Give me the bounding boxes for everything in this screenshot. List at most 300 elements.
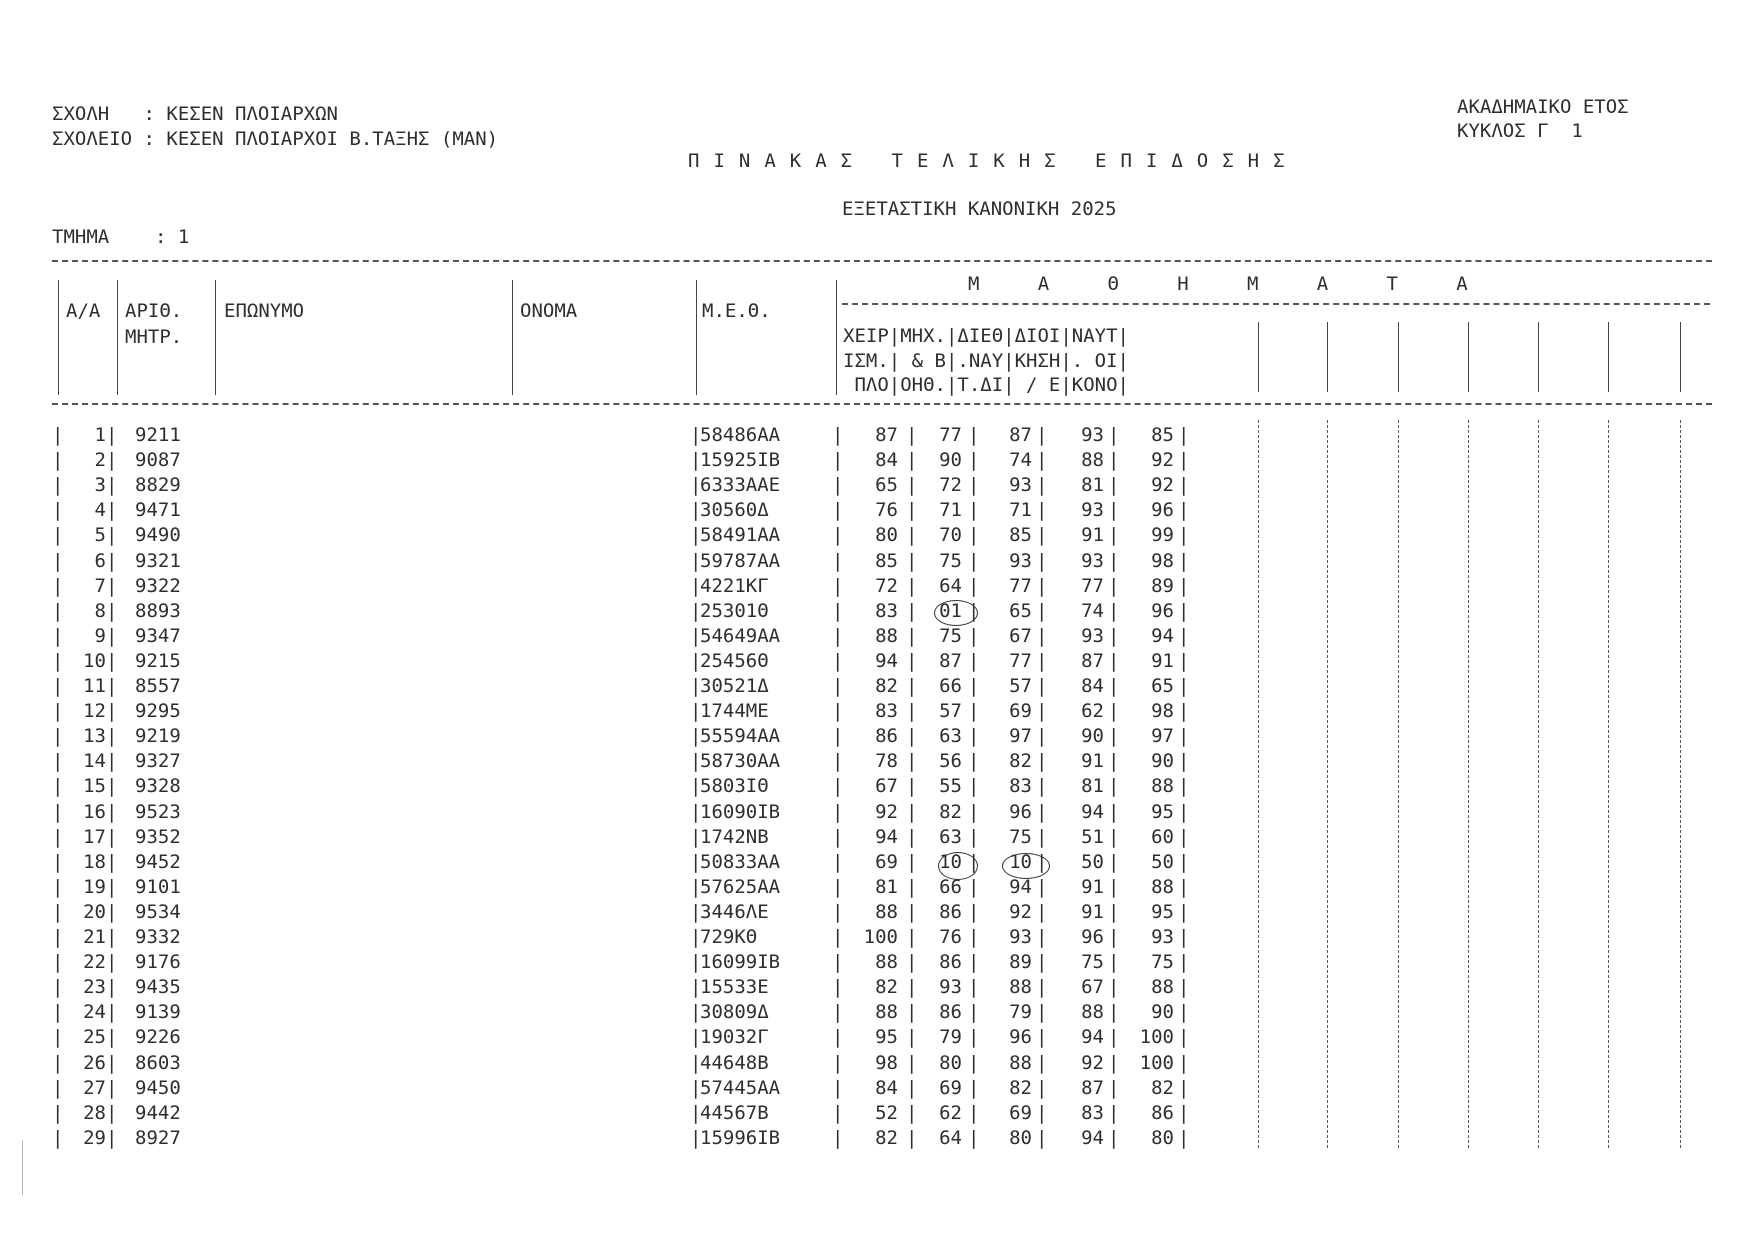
grade-cell: 67 xyxy=(875,775,898,797)
row-sep: | xyxy=(690,1077,702,1099)
row-am: 9442 xyxy=(135,1102,181,1124)
grade-cell: 97 xyxy=(1009,725,1032,747)
grade-cell: 80 xyxy=(1009,1127,1032,1149)
row-sep: | xyxy=(906,1127,918,1149)
school-unit-label: ΣΧΟΛΕΙΟ : ΚΕΣΕΝ ΠΛΟΙΑΡΧΟΙ Β.ΤΑΞΗΣ (MAN) xyxy=(52,128,499,150)
row-sep: | xyxy=(968,550,980,572)
row-meth: 58730ΑΑ xyxy=(700,750,781,772)
empty-col-rule xyxy=(1327,322,1328,392)
row-sep: | xyxy=(106,1077,118,1099)
grade-cell: 91 xyxy=(1081,876,1104,898)
grade-cell: 90 xyxy=(1151,1001,1174,1023)
row-meth: 16099ΙΒ xyxy=(700,951,781,973)
row-am: 9490 xyxy=(135,524,181,546)
row-border-left: | xyxy=(52,625,64,647)
row-sep: | xyxy=(690,1001,702,1023)
row-am: 9352 xyxy=(135,826,181,848)
grade-cell: 86 xyxy=(1151,1102,1174,1124)
row-meth: 4221ΚΓ xyxy=(700,575,769,597)
grade-cell: 77 xyxy=(1009,575,1032,597)
row-sep: | xyxy=(832,926,844,948)
row-sep: | xyxy=(690,926,702,948)
row-sep: | xyxy=(1036,826,1048,848)
row-sep: | xyxy=(690,775,702,797)
row-sep: | xyxy=(1036,1026,1048,1048)
row-meth: 58486ΑΑ xyxy=(700,424,781,446)
row-sep: | xyxy=(690,1127,702,1149)
row-sep: | xyxy=(832,1026,844,1048)
grade-cell: 90 xyxy=(939,449,962,471)
row-sep: | xyxy=(690,1026,702,1048)
row-sep: | xyxy=(1108,775,1120,797)
row-am: 9215 xyxy=(135,650,181,672)
row-sep: | xyxy=(690,550,702,572)
row-aa: 17 xyxy=(83,826,106,848)
row-sep: | xyxy=(906,876,918,898)
grade-cell: 82 xyxy=(1151,1077,1174,1099)
row-aa: 25 xyxy=(83,1026,106,1048)
row-sep: | xyxy=(832,625,844,647)
row-sep: | xyxy=(1108,876,1120,898)
hdr-rule xyxy=(215,280,216,395)
row-am: 9087 xyxy=(135,449,181,471)
row-am: 9534 xyxy=(135,901,181,923)
row-sep: | xyxy=(968,951,980,973)
grade-cell: 01 xyxy=(939,600,962,622)
row-sep: | xyxy=(1178,926,1190,948)
row-am: 9523 xyxy=(135,801,181,823)
row-am: 8557 xyxy=(135,675,181,697)
subject-header-row1: ΧΕΙΡ|ΜΗΧ.|ΔΙΕΘ|ΔΙΟΙ|ΝΑΥΤ| xyxy=(843,325,1129,347)
row-sep: | xyxy=(1108,474,1120,496)
row-sep: | xyxy=(906,976,918,998)
row-sep: | xyxy=(832,700,844,722)
row-sep: | xyxy=(1108,801,1120,823)
empty-col-rule xyxy=(1608,322,1609,392)
grade-cell: 87 xyxy=(939,650,962,672)
row-sep: | xyxy=(906,1077,918,1099)
row-meth: 15996ΙΒ xyxy=(700,1127,781,1149)
row-border-left: | xyxy=(52,499,64,521)
row-sep: | xyxy=(1036,775,1048,797)
grade-cell: 96 xyxy=(1151,499,1174,521)
row-sep: | xyxy=(106,1127,118,1149)
row-aa: 24 xyxy=(83,1001,106,1023)
row-sep: | xyxy=(1036,424,1048,446)
row-sep: | xyxy=(690,750,702,772)
row-sep: | xyxy=(1036,1001,1048,1023)
grade-cell: 94 xyxy=(1151,625,1174,647)
empty-col-rule xyxy=(1468,420,1469,1148)
grade-cell: 83 xyxy=(1009,775,1032,797)
row-sep: | xyxy=(1108,951,1120,973)
grade-cell: 94 xyxy=(1081,1127,1104,1149)
row-sep: | xyxy=(1036,750,1048,772)
row-sep: | xyxy=(1036,650,1048,672)
row-sep: | xyxy=(1036,926,1048,948)
row-am: 9322 xyxy=(135,575,181,597)
row-sep: | xyxy=(690,876,702,898)
row-sep: | xyxy=(1108,650,1120,672)
row-sep: | xyxy=(690,524,702,546)
row-sep: | xyxy=(832,550,844,572)
table-top-rule xyxy=(52,260,1712,262)
row-sep: | xyxy=(1178,1127,1190,1149)
row-sep: | xyxy=(690,675,702,697)
grade-cell: 75 xyxy=(1081,951,1104,973)
row-sep: | xyxy=(1178,449,1190,471)
grade-cell: 90 xyxy=(1151,750,1174,772)
empty-col-rule xyxy=(1608,420,1609,1148)
grade-cell: 83 xyxy=(875,600,898,622)
grade-cell: 82 xyxy=(1009,750,1032,772)
row-sep: | xyxy=(832,951,844,973)
row-aa: 28 xyxy=(83,1102,106,1124)
row-sep: | xyxy=(1036,801,1048,823)
row-sep: | xyxy=(1178,499,1190,521)
row-am: 9450 xyxy=(135,1077,181,1099)
grade-cell: 67 xyxy=(1009,625,1032,647)
row-border-left: | xyxy=(52,901,64,923)
row-sep: | xyxy=(1178,901,1190,923)
grade-circle-mark xyxy=(934,600,978,626)
row-meth: 25301Θ xyxy=(700,600,769,622)
row-sep: | xyxy=(906,575,918,597)
row-am: 8603 xyxy=(135,1052,181,1074)
row-sep: | xyxy=(1036,851,1048,873)
row-sep: | xyxy=(906,901,918,923)
grade-cell: 65 xyxy=(1009,600,1032,622)
row-sep: | xyxy=(1108,449,1120,471)
row-sep: | xyxy=(1036,700,1048,722)
grade-cell: 100 xyxy=(863,926,898,948)
grade-cell: 82 xyxy=(1009,1077,1032,1099)
row-border-left: | xyxy=(52,700,64,722)
row-border-left: | xyxy=(52,725,64,747)
row-sep: | xyxy=(906,499,918,521)
row-sep: | xyxy=(832,901,844,923)
row-sep: | xyxy=(906,700,918,722)
row-sep: | xyxy=(1036,524,1048,546)
grade-cell: 63 xyxy=(939,826,962,848)
grade-cell: 65 xyxy=(1151,675,1174,697)
grade-cell: 78 xyxy=(875,750,898,772)
row-sep: | xyxy=(106,725,118,747)
grade-cell: 93 xyxy=(939,976,962,998)
grade-cell: 93 xyxy=(1009,474,1032,496)
row-sep: | xyxy=(106,524,118,546)
row-sep: | xyxy=(106,801,118,823)
row-sep: | xyxy=(1108,575,1120,597)
row-am: 8927 xyxy=(135,1127,181,1149)
row-sep: | xyxy=(1036,625,1048,647)
row-sep: | xyxy=(832,876,844,898)
grade-cell: 95 xyxy=(875,1026,898,1048)
row-border-left: | xyxy=(52,1052,64,1074)
row-sep: | xyxy=(1178,650,1190,672)
grade-cell: 86 xyxy=(939,901,962,923)
exam-period: ΕΞΕΤΑΣΤΙΚΗ ΚΑΝΟΝΙΚΗ 2025 xyxy=(842,198,1117,220)
subjects-divider-rule xyxy=(842,303,1710,305)
row-aa: 14 xyxy=(83,750,106,772)
row-sep: | xyxy=(690,499,702,521)
grade-cell: 57 xyxy=(939,700,962,722)
row-aa: 9 xyxy=(94,625,106,647)
row-sep: | xyxy=(690,575,702,597)
grade-cell: 82 xyxy=(875,1127,898,1149)
scan-margin-mark xyxy=(22,1140,23,1195)
row-am: 9471 xyxy=(135,499,181,521)
grade-cell: 75 xyxy=(939,625,962,647)
grade-cell: 99 xyxy=(1151,524,1174,546)
row-sep: | xyxy=(1108,1077,1120,1099)
row-sep: | xyxy=(1036,449,1048,471)
row-meth: 30560Δ xyxy=(700,499,769,521)
row-sep: | xyxy=(1108,1102,1120,1124)
grade-cell: 10 xyxy=(939,851,962,873)
row-aa: 18 xyxy=(83,851,106,873)
row-am: 9211 xyxy=(135,424,181,446)
row-meth: 59787ΑΑ xyxy=(700,550,781,572)
row-sep: | xyxy=(1178,775,1190,797)
grade-cell: 93 xyxy=(1009,926,1032,948)
grade-cell: 65 xyxy=(875,474,898,496)
row-sep: | xyxy=(832,499,844,521)
row-sep: | xyxy=(968,1077,980,1099)
grade-cell: 74 xyxy=(1009,449,1032,471)
row-am: 9332 xyxy=(135,926,181,948)
row-meth: 57445ΑΑ xyxy=(700,1077,781,1099)
row-sep: | xyxy=(1178,801,1190,823)
grade-cell: 95 xyxy=(1151,901,1174,923)
col-meth: Μ.Ε.Θ. xyxy=(702,300,771,322)
row-sep: | xyxy=(1108,550,1120,572)
row-sep: | xyxy=(906,851,918,873)
row-sep: | xyxy=(106,474,118,496)
grade-cell: 86 xyxy=(939,951,962,973)
grade-cell: 95 xyxy=(1151,801,1174,823)
row-sep: | xyxy=(106,499,118,521)
row-am: 9219 xyxy=(135,725,181,747)
row-sep: | xyxy=(906,675,918,697)
row-meth: 25456Θ xyxy=(700,650,769,672)
col-aa: Α/Α xyxy=(66,300,101,322)
row-sep: | xyxy=(106,901,118,923)
row-meth: 30521Δ xyxy=(700,675,769,697)
grade-cell: 62 xyxy=(939,1102,962,1124)
grade-cell: 84 xyxy=(1081,675,1104,697)
grade-cell: 88 xyxy=(875,625,898,647)
row-sep: | xyxy=(968,524,980,546)
row-sep: | xyxy=(968,1052,980,1074)
row-sep: | xyxy=(1108,926,1120,948)
row-sep: | xyxy=(1178,675,1190,697)
row-border-left: | xyxy=(52,750,64,772)
empty-col-rule xyxy=(1538,322,1539,392)
row-sep: | xyxy=(1036,499,1048,521)
grade-cell: 91 xyxy=(1081,524,1104,546)
grade-cell: 80 xyxy=(939,1052,962,1074)
grade-cell: 69 xyxy=(875,851,898,873)
row-sep: | xyxy=(690,851,702,873)
grade-cell: 75 xyxy=(939,550,962,572)
empty-col-rule xyxy=(1327,420,1328,1148)
grade-cell: 88 xyxy=(1081,449,1104,471)
row-sep: | xyxy=(906,424,918,446)
grade-cell: 70 xyxy=(939,524,962,546)
grade-cell: 69 xyxy=(1009,1102,1032,1124)
row-sep: | xyxy=(690,826,702,848)
row-sep: | xyxy=(1108,826,1120,848)
grade-cell: 90 xyxy=(1081,725,1104,747)
grade-cell: 94 xyxy=(1081,801,1104,823)
row-sep: | xyxy=(832,976,844,998)
row-border-left: | xyxy=(52,474,64,496)
row-sep: | xyxy=(832,1077,844,1099)
row-sep: | xyxy=(106,775,118,797)
grade-cell: 85 xyxy=(1151,424,1174,446)
row-border-left: | xyxy=(52,801,64,823)
row-aa: 22 xyxy=(83,951,106,973)
grade-cell: 91 xyxy=(1081,901,1104,923)
row-sep: | xyxy=(1178,876,1190,898)
row-meth: 57625ΑΑ xyxy=(700,876,781,898)
row-sep: | xyxy=(968,575,980,597)
row-sep: | xyxy=(690,474,702,496)
row-aa: 12 xyxy=(83,700,106,722)
row-sep: | xyxy=(968,976,980,998)
grade-cell: 67 xyxy=(1081,976,1104,998)
row-sep: | xyxy=(1036,1127,1048,1149)
row-sep: | xyxy=(1178,1026,1190,1048)
row-sep: | xyxy=(1178,1102,1190,1124)
grade-cell: 56 xyxy=(939,750,962,772)
grade-cell: 87 xyxy=(1081,1077,1104,1099)
table-header-bottom-rule xyxy=(52,403,1712,405)
grade-cell: 72 xyxy=(875,575,898,597)
row-sep: | xyxy=(106,1026,118,1048)
row-sep: | xyxy=(106,851,118,873)
grade-cell: 79 xyxy=(1009,1001,1032,1023)
row-sep: | xyxy=(906,1001,918,1023)
row-sep: | xyxy=(906,826,918,848)
grade-cell: 51 xyxy=(1081,826,1104,848)
row-sep: | xyxy=(1178,524,1190,546)
grade-cell: 74 xyxy=(1081,600,1104,622)
grade-cell: 69 xyxy=(1009,700,1032,722)
grade-cell: 85 xyxy=(875,550,898,572)
row-sep: | xyxy=(1178,851,1190,873)
grade-cell: 57 xyxy=(1009,675,1032,697)
row-border-left: | xyxy=(52,550,64,572)
row-border-left: | xyxy=(52,851,64,873)
row-border-left: | xyxy=(52,926,64,948)
row-sep: | xyxy=(106,750,118,772)
grade-circle-mark xyxy=(938,852,978,880)
empty-col-rule xyxy=(1680,322,1681,392)
grade-cell: 71 xyxy=(939,499,962,521)
row-sep: | xyxy=(690,700,702,722)
grade-cell: 92 xyxy=(875,801,898,823)
row-sep: | xyxy=(906,550,918,572)
grade-cell: 81 xyxy=(1081,474,1104,496)
grade-cell: 98 xyxy=(1151,550,1174,572)
row-sep: | xyxy=(832,1127,844,1149)
row-sep: | xyxy=(968,1127,980,1149)
row-sep: | xyxy=(906,926,918,948)
hdr-rule xyxy=(696,280,697,395)
row-border-left: | xyxy=(52,951,64,973)
empty-col-rule xyxy=(1538,420,1539,1148)
row-sep: | xyxy=(106,1052,118,1074)
row-aa: 19 xyxy=(83,876,106,898)
row-sep: | xyxy=(690,976,702,998)
grade-cell: 71 xyxy=(1009,499,1032,521)
row-sep: | xyxy=(906,524,918,546)
grade-cell: 60 xyxy=(1151,826,1174,848)
row-meth: 5803ΙΘ xyxy=(700,775,769,797)
row-sep: | xyxy=(106,951,118,973)
row-aa: 29 xyxy=(83,1127,106,1149)
row-sep: | xyxy=(690,725,702,747)
row-sep: | xyxy=(106,700,118,722)
row-am: 9321 xyxy=(135,550,181,572)
grade-cell: 98 xyxy=(1151,700,1174,722)
row-sep: | xyxy=(832,1001,844,1023)
row-border-left: | xyxy=(52,449,64,471)
row-sep: | xyxy=(968,1001,980,1023)
grade-cell: 96 xyxy=(1151,600,1174,622)
grade-cell: 92 xyxy=(1151,449,1174,471)
row-meth: 54649ΑΑ xyxy=(700,625,781,647)
row-sep: | xyxy=(832,851,844,873)
grade-cell: 93 xyxy=(1081,550,1104,572)
row-sep: | xyxy=(1108,901,1120,923)
row-sep: | xyxy=(106,449,118,471)
grade-cell: 96 xyxy=(1009,1026,1032,1048)
row-border-left: | xyxy=(52,976,64,998)
hdr-rule xyxy=(117,280,118,395)
row-sep: | xyxy=(1036,901,1048,923)
row-sep: | xyxy=(690,1052,702,1074)
row-aa: 10 xyxy=(83,650,106,672)
col-onoma: ΟΝΟΜΑ xyxy=(520,300,578,322)
row-sep: | xyxy=(106,1001,118,1023)
col-mitr: ΜΗΤΡ. xyxy=(125,326,183,348)
row-sep: | xyxy=(968,424,980,446)
row-aa: 3 xyxy=(94,474,106,496)
row-border-left: | xyxy=(52,1026,64,1048)
row-sep: | xyxy=(1178,976,1190,998)
grade-cell: 100 xyxy=(1139,1026,1174,1048)
row-sep: | xyxy=(968,675,980,697)
empty-col-rule xyxy=(1468,322,1469,392)
row-border-left: | xyxy=(52,424,64,446)
grade-cell: 84 xyxy=(875,1077,898,1099)
row-sep: | xyxy=(906,801,918,823)
grade-cell: 79 xyxy=(939,1026,962,1048)
row-sep: | xyxy=(1108,700,1120,722)
row-sep: | xyxy=(832,600,844,622)
row-am: 9226 xyxy=(135,1026,181,1048)
grade-cell: 88 xyxy=(875,1001,898,1023)
grade-cell: 93 xyxy=(1081,499,1104,521)
grade-cell: 94 xyxy=(1009,876,1032,898)
grade-cell: 89 xyxy=(1009,951,1032,973)
grade-cell: 84 xyxy=(875,449,898,471)
grade-cell: 98 xyxy=(875,1052,898,1074)
grade-cell: 92 xyxy=(1009,901,1032,923)
